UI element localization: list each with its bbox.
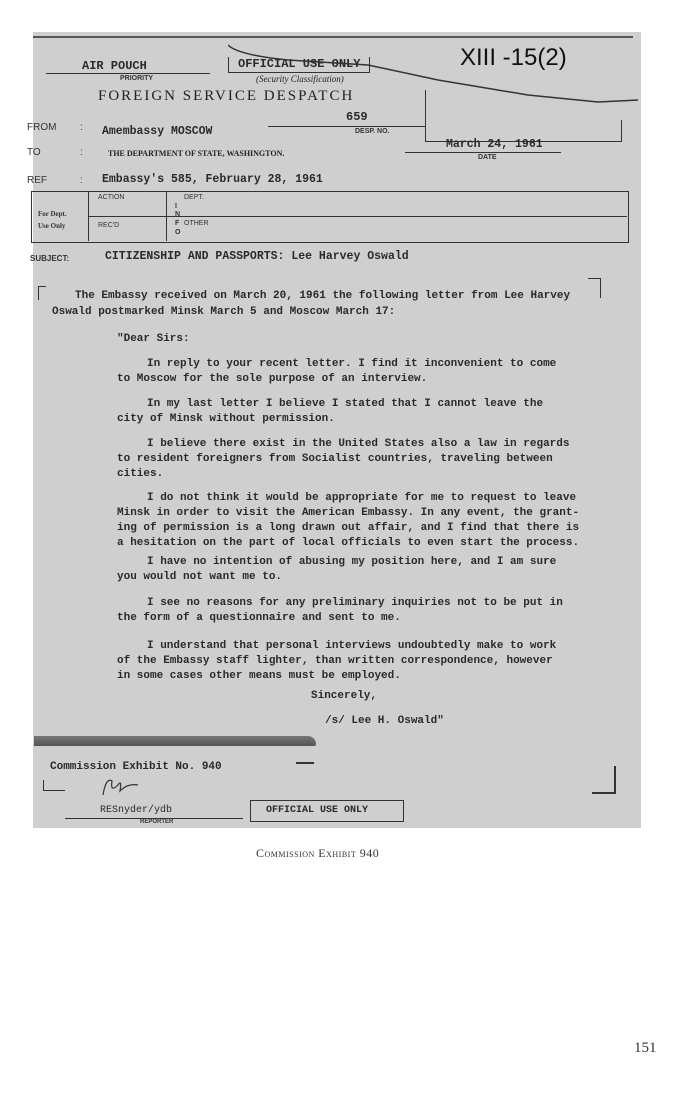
salutation: "Dear Sirs: xyxy=(117,333,190,345)
reporter-label: REPORTER xyxy=(140,819,174,825)
priority-value: AIR POUCH xyxy=(82,59,147,73)
letter-line: ing of permission is a long drawn out affair, and I find that there is xyxy=(117,522,580,534)
exhibit-caption: Commission Exhibit 940 xyxy=(256,846,380,860)
to-value: THE DEPARTMENT OF STATE, WASHINGTON. xyxy=(108,149,285,158)
from-colon: : xyxy=(80,122,83,133)
letter-line: I believe there exist in the United States also a law in regards xyxy=(147,438,570,450)
info-letter: O xyxy=(175,229,181,236)
recd-label: REC'D xyxy=(98,222,120,229)
letter-line: of the Embassy staff lighter, than written correspondence, however xyxy=(117,655,553,667)
to-colon: : xyxy=(80,147,83,158)
priority-label: PRIORITY xyxy=(120,75,154,82)
letter-line: to resident foreigners from Socialist countries, traveling between xyxy=(117,453,553,465)
other-label: OTHER xyxy=(184,220,209,227)
subject-label: SUBJECT: xyxy=(30,254,70,263)
date-label: DATE xyxy=(478,154,497,161)
letter-line: city of Minsk without permission. xyxy=(117,413,335,425)
letter-line: I do not think it would be appropriate for me to request to leave xyxy=(147,492,577,504)
binding-strip xyxy=(34,736,316,746)
letter-line: you would not want me to. xyxy=(117,571,283,583)
letter-line: I see no reasons for any preliminary inquiries not to be put in xyxy=(147,597,563,609)
letter-line: In my last letter I believe I stated that I cannot leave the xyxy=(147,398,544,410)
signature: /s/ Lee H. Oswald" xyxy=(325,715,444,727)
letter-line: cities. xyxy=(117,468,164,480)
ref-value: Embassy's 585, February 28, 1961 xyxy=(102,173,323,186)
letter-line: Minsk in order to visit the American Embassy. In any event, the grant- xyxy=(117,507,580,519)
page-number: 151 xyxy=(634,1040,657,1056)
letter-line: I have no intention of abusing my position here, and I am sure xyxy=(147,556,557,568)
reporter-value: RESnyder/ydb xyxy=(100,805,173,816)
subject-value: CITIZENSHIP AND PASSPORTS: Lee Harvey Oswald xyxy=(105,250,409,263)
classification-label: (Security Classification) xyxy=(256,74,344,84)
handwritten-reference: XIII -15(2) xyxy=(460,44,567,71)
ref-colon: : xyxy=(80,175,83,186)
letter-line: to Moscow for the sole purpose of an interview. xyxy=(117,373,428,385)
info-letter: F xyxy=(175,220,180,227)
classification-value: OFFICIAL USE ONLY xyxy=(238,57,361,71)
letter-line: In reply to your recent letter. I find it inconvenient to come xyxy=(147,358,557,370)
intro-line: Oswald postmarked Minsk March 5 and Moscow March 17: xyxy=(52,306,396,318)
closing: Sincerely, xyxy=(311,690,378,702)
exhibit-stamp: Commission Exhibit No. 940 xyxy=(50,761,222,773)
despatch-number-label: DESP. NO. xyxy=(355,128,390,135)
intro-line: The Embassy received on March 20, 1961 the following letter from Lee Harvey xyxy=(75,290,571,302)
letter-line: a hesitation on the part of local officials to even start the process. xyxy=(117,537,580,549)
letter-line: the form of a questionnaire and sent to me. xyxy=(117,612,401,624)
ref-label: REF xyxy=(27,175,47,186)
dept-label: DEPT. xyxy=(184,194,204,201)
classification-footer: OFFICIAL USE ONLY xyxy=(266,805,369,816)
info-letter: I xyxy=(175,203,177,210)
handwritten-initials xyxy=(98,775,148,800)
use-only-label: Use Only xyxy=(38,222,66,230)
to-label: TO xyxy=(27,147,41,158)
date-value: March 24, 1961 xyxy=(446,138,543,151)
for-dept-label: For Dept. xyxy=(38,210,67,218)
letter-line: in some cases other means must be employed. xyxy=(117,670,401,682)
letter-line: I understand that personal interviews undoubtedly make to work xyxy=(147,640,557,652)
form-title: FOREIGN SERVICE DESPATCH xyxy=(98,88,355,104)
action-label: ACTION xyxy=(98,194,125,201)
despatch-number: 659 xyxy=(346,110,368,124)
info-letter: N xyxy=(175,211,181,218)
from-value: Amembassy MOSCOW xyxy=(102,125,213,138)
from-label: FROM xyxy=(27,122,57,133)
